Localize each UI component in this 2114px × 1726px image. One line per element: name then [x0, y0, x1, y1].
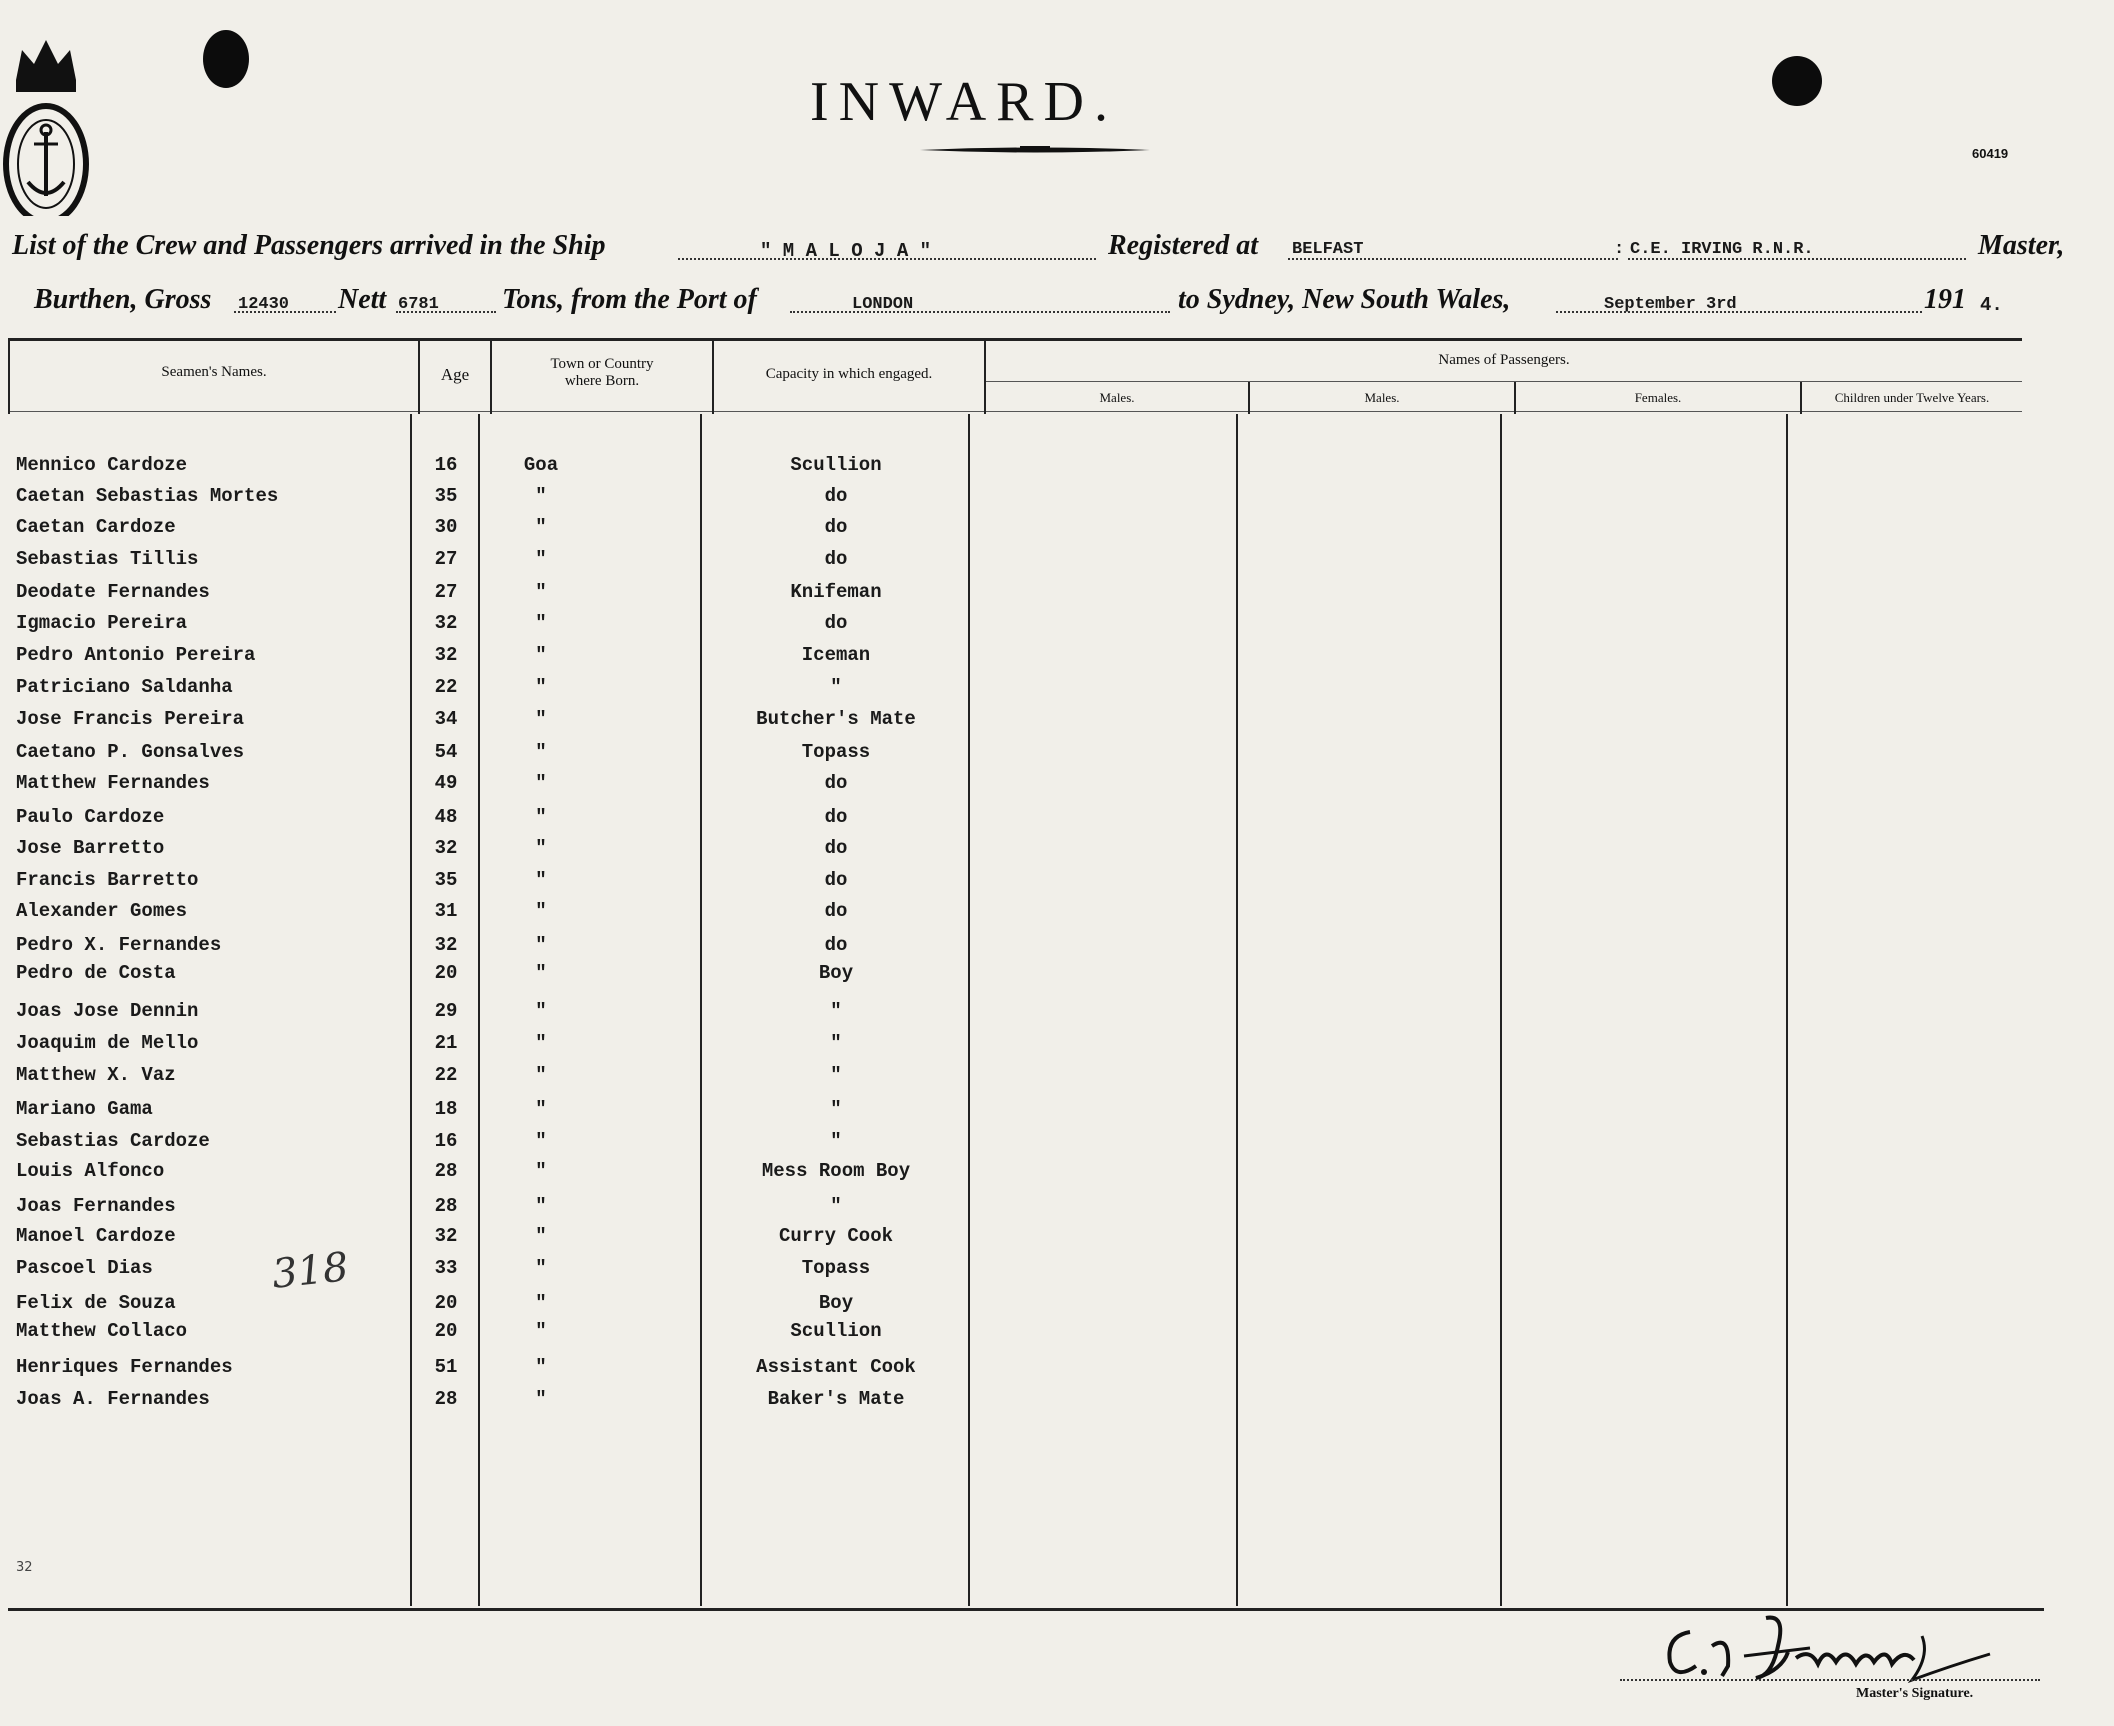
crew-age: 18 — [434, 1098, 458, 1120]
crew-capacity: Curry Cook — [778, 1225, 894, 1247]
crew-name: Louis Alfonco — [16, 1160, 165, 1182]
crew-capacity: Iceman — [801, 644, 871, 666]
crew-birthplace: " — [535, 900, 547, 922]
header-males-2: Males. — [1364, 390, 1400, 405]
burthen-label: Burthen, Gross — [34, 284, 212, 315]
crew-age: 29 — [434, 1000, 458, 1022]
crew-name: Caetan Sebastias Mortes — [16, 485, 279, 507]
nett-label: Nett — [338, 284, 387, 315]
header-children: Children under Twelve Years. — [1834, 390, 1990, 405]
crew-capacity: Scullion — [790, 1320, 882, 1342]
crew-age: 32 — [434, 934, 458, 956]
crew-name: Mennico Cardoze — [16, 454, 188, 476]
header-birthplace: Town or Country where Born. — [550, 356, 654, 389]
crew-capacity: do — [824, 934, 848, 956]
list-label: List of the Crew and Passengers arrived in the Ship — [12, 230, 606, 261]
registered-port: BELFAST — [1292, 240, 1364, 259]
nett-tonnage: 6781 — [398, 295, 439, 314]
crew-name: Joas A. Fernandes — [16, 1388, 210, 1410]
page-title: INWARD. — [810, 71, 1118, 133]
header-capacity: Capacity in which engaged. — [765, 366, 933, 382]
crew-age: 20 — [434, 962, 458, 984]
year-prefix: 191 — [1924, 284, 1966, 315]
crew-capacity: Knifeman — [790, 581, 882, 603]
crew-birthplace: " — [535, 644, 547, 666]
crew-name: Igmacio Pereira — [16, 612, 188, 634]
gross-tonnage: 12430 — [238, 295, 290, 314]
registered-label: Registered at — [1108, 230, 1259, 261]
crew-birthplace: " — [535, 1064, 547, 1086]
crew-capacity: " — [830, 1098, 842, 1120]
header-age: Age — [440, 365, 470, 384]
margin-note: 32 — [16, 1560, 33, 1575]
crew-capacity: do — [824, 772, 848, 794]
crew-name: Caetan Cardoze — [16, 516, 176, 538]
table-top-rule — [8, 338, 2022, 341]
crew-age: 49 — [434, 772, 458, 794]
crew-birthplace: " — [535, 1320, 547, 1342]
crew-name: Sebastias Cardoze — [16, 1130, 210, 1152]
crew-age: 34 — [434, 708, 458, 730]
crew-name: Matthew Collaco — [16, 1320, 188, 1342]
crew-age: 28 — [434, 1160, 458, 1182]
crew-capacity: " — [830, 1064, 842, 1086]
crew-capacity: do — [824, 612, 848, 634]
crew-capacity: " — [830, 676, 842, 698]
signature-label: Master's Signature. — [1856, 1686, 1974, 1701]
crew-age: 32 — [434, 644, 458, 666]
crew-name: Deodate Fernandes — [16, 581, 210, 603]
crew-name: Pedro X. Fernandes — [16, 934, 222, 956]
handwritten-count: 318 — [269, 1244, 351, 1298]
crew-age: 28 — [434, 1388, 458, 1410]
crew-age: 16 — [434, 454, 458, 476]
crew-age: 32 — [434, 837, 458, 859]
crew-age: 20 — [434, 1320, 458, 1342]
crew-name: Caetano P. Gonsalves — [16, 741, 245, 763]
crew-birthplace: " — [535, 1356, 547, 1378]
crew-name: Manoel Cardoze — [16, 1225, 176, 1247]
destination-label: to Sydney, New South Wales, — [1178, 284, 1511, 315]
title-flourish — [920, 142, 1150, 152]
crew-age: 20 — [434, 1292, 458, 1314]
crew-name: Francis Barretto — [16, 869, 199, 891]
crew-capacity: Butcher's Mate — [756, 708, 916, 730]
tons-label: Tons, from the Port of — [502, 284, 757, 315]
crew-birthplace: " — [535, 962, 547, 984]
crew-capacity: do — [824, 806, 848, 828]
crew-age: 54 — [434, 741, 458, 763]
year-suffix: 4. — [1980, 294, 2003, 316]
ship-name: " M A L O J A " — [760, 240, 932, 262]
crew-name: Patriciano Saldanha — [16, 676, 233, 698]
crew-capacity: do — [824, 837, 848, 859]
crew-capacity: Topass — [801, 741, 871, 763]
crew-birthplace: " — [535, 1032, 547, 1054]
crew-birthplace: " — [535, 516, 547, 538]
crew-age: 35 — [434, 485, 458, 507]
crew-birthplace: " — [535, 485, 547, 507]
crew-name: Joas Fernandes — [16, 1195, 176, 1217]
punch-hole-right — [1772, 56, 1822, 106]
crew-capacity: " — [830, 1130, 842, 1152]
crew-age: 16 — [434, 1130, 458, 1152]
header-males-1: Males. — [1099, 390, 1135, 405]
crew-capacity: Scullion — [790, 454, 882, 476]
crew-capacity: Baker's Mate — [767, 1388, 905, 1410]
crew-age: 35 — [434, 869, 458, 891]
form-number: 60419 — [1972, 146, 2009, 161]
crew-capacity: do — [824, 900, 848, 922]
crew-birthplace: " — [535, 676, 547, 698]
crew-birthplace: " — [535, 1130, 547, 1152]
crew-capacity: do — [824, 869, 848, 891]
crew-name: Matthew X. Vaz — [16, 1064, 176, 1086]
crew-age: 30 — [434, 516, 458, 538]
signature-rule — [1620, 1679, 2040, 1681]
crew-name: Joaquim de Mello — [16, 1032, 199, 1054]
crew-name: Pedro Antonio Pereira — [16, 644, 256, 666]
crew-birthplace: " — [535, 772, 547, 794]
crew-birthplace: " — [535, 548, 547, 570]
crew-name: Paulo Cardoze — [16, 806, 165, 828]
header-passengers: Names of Passengers. — [1438, 352, 1570, 368]
crew-name: Alexander Gomes — [16, 900, 188, 922]
crew-age: 48 — [434, 806, 458, 828]
crew-capacity: Boy — [818, 1292, 854, 1314]
crew-age: 32 — [434, 612, 458, 634]
crew-capacity: do — [824, 548, 848, 570]
crew-name: Jose Francis Pereira — [16, 708, 245, 730]
crew-age: 22 — [434, 676, 458, 698]
crew-age: 51 — [434, 1356, 458, 1378]
crew-birthplace: " — [535, 581, 547, 603]
crew-name: Mariano Gama — [16, 1098, 153, 1120]
crew-name: Pascoel Dias — [16, 1257, 153, 1279]
crew-age: 33 — [434, 1257, 458, 1279]
crew-birthplace: " — [535, 1388, 547, 1410]
crew-name: Henriques Fernandes — [16, 1356, 233, 1378]
crew-capacity: do — [824, 516, 848, 538]
master-label: Master, — [1978, 230, 2065, 261]
separator: : — [1614, 240, 1625, 259]
crew-name: Pedro de Costa — [16, 962, 176, 984]
punch-hole-left — [203, 30, 249, 88]
crew-capacity: do — [824, 485, 848, 507]
crew-capacity: " — [830, 1000, 842, 1022]
crew-age: 27 — [434, 581, 458, 603]
crew-birthplace: " — [535, 934, 547, 956]
crew-name: Sebastias Tillis — [16, 548, 199, 570]
crew-capacity: Topass — [801, 1257, 871, 1279]
crew-birthplace: " — [535, 708, 547, 730]
crew-age: 22 — [434, 1064, 458, 1086]
crew-birthplace: " — [535, 1195, 547, 1217]
crew-birthplace: Goa — [523, 454, 559, 476]
crew-birthplace: " — [535, 1225, 547, 1247]
master-signature — [1660, 1606, 2000, 1690]
crew-name: Joas Jose Dennin — [16, 1000, 199, 1022]
crew-age: 32 — [434, 1225, 458, 1247]
crew-age: 21 — [434, 1032, 458, 1054]
crew-capacity: Mess Room Boy — [761, 1160, 911, 1182]
crew-birthplace: " — [535, 741, 547, 763]
master-name: C.E. IRVING R.N.R. — [1630, 240, 1814, 259]
crew-birthplace: " — [535, 806, 547, 828]
shipping-master-seal — [2, 20, 90, 216]
header-bottom-rule — [8, 411, 2022, 412]
crew-birthplace: " — [535, 1160, 547, 1182]
header-females: Females. — [1634, 390, 1682, 405]
header-seamens-names: Seamen's Names. — [161, 364, 267, 380]
crew-capacity: Boy — [818, 962, 854, 984]
crew-birthplace: " — [535, 612, 547, 634]
crew-age: 31 — [434, 900, 458, 922]
crew-age: 28 — [434, 1195, 458, 1217]
crew-name: Matthew Fernandes — [16, 772, 210, 794]
crew-birthplace: " — [535, 1257, 547, 1279]
arrival-date: September 3rd — [1604, 295, 1737, 314]
departure-port: LONDON — [852, 295, 914, 314]
crew-name: Felix de Souza — [16, 1292, 176, 1314]
crew-birthplace: " — [535, 837, 547, 859]
crew-capacity: " — [830, 1195, 842, 1217]
crew-birthplace: " — [535, 1098, 547, 1120]
crew-birthplace: " — [535, 1292, 547, 1314]
crew-name: Jose Barretto — [16, 837, 165, 859]
crew-age: 27 — [434, 548, 458, 570]
crew-birthplace: " — [535, 869, 547, 891]
crew-capacity: " — [830, 1032, 842, 1054]
crew-birthplace: " — [535, 1000, 547, 1022]
crew-capacity: Assistant Cook — [756, 1356, 916, 1378]
